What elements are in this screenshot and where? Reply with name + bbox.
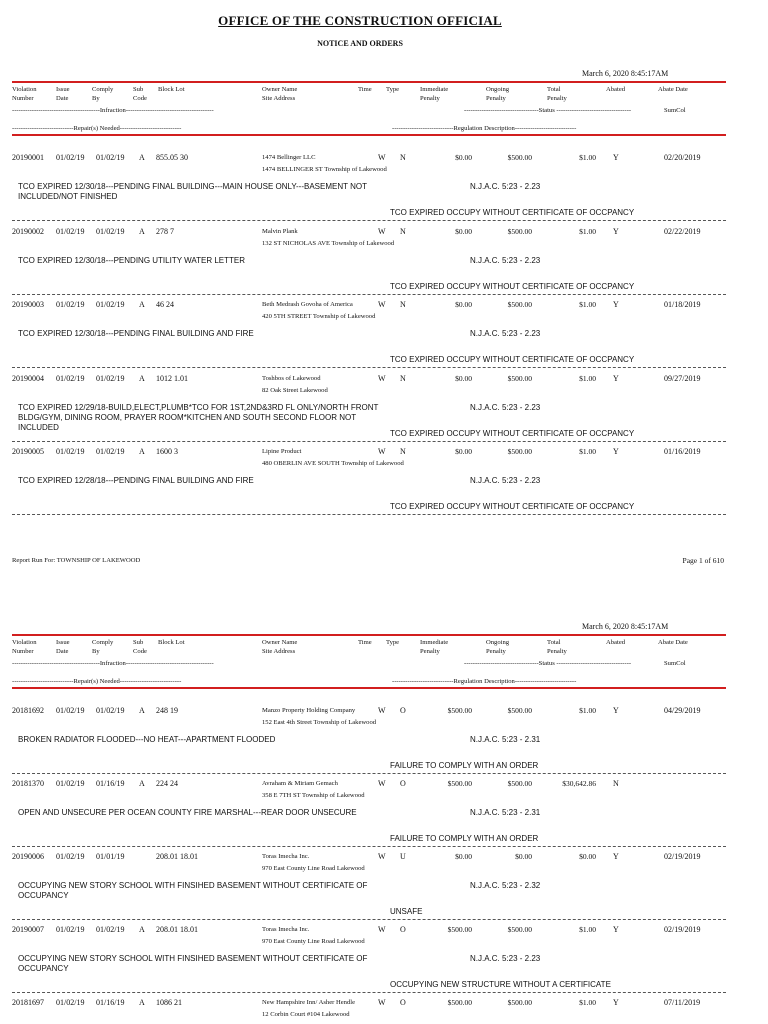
type-code: O — [400, 706, 406, 715]
violation-number: 20181692 — [12, 706, 44, 715]
column-header-violation: Violation — [12, 86, 37, 93]
abate-date: 02/19/2019 — [664, 852, 701, 861]
total-penalty: $1.00 — [579, 300, 596, 309]
immediate-penalty: $500.00 — [447, 925, 472, 934]
owner-name: Malvin Plank — [262, 227, 298, 235]
comply-date: 01/16/19 — [96, 998, 125, 1007]
type-code: O — [400, 779, 406, 788]
infraction-text: TCO EXPIRED 12/30/18---PENDING FINAL BUILDING AND FIRE — [18, 329, 254, 338]
infraction-text: OPEN AND UNSECURE PER OCEAN COUNTY FIRE MARSHAL---REAR DOOR UNSECURE — [18, 808, 357, 817]
column-header-block-lot: Block Lot — [158, 639, 185, 646]
site-address: 970 East County Line Road Lakewood — [262, 938, 365, 945]
owner-name: Toras Imecha Inc. — [262, 926, 310, 933]
infraction-text: TCO EXPIRED 12/29/18-BUILD,ELECT,PLUMB*TCO FOR 1ST,2ND&3RD FL ONLY/NORTH FRONT BLDG/GYM, DINING ROOM, PRAYER ROOM*KITCHEN AND SOUTH SECOND FLOOR NOT INCLUDED — [18, 402, 379, 432]
total-penalty: $1.00 — [579, 373, 596, 383]
abated-flag: Y — [613, 153, 619, 162]
regulation-code: N.J.A.C. 5:23 - 2.31 — [470, 735, 541, 744]
column-header-abate-date: Abate Date — [658, 639, 688, 646]
sub-code: A — [139, 447, 145, 456]
regulation-code: N.J.A.C. 5:23 - 2.23 — [470, 954, 541, 963]
page-number: Page 1 of 610 — [682, 556, 724, 565]
comply-date: 01/02/19 — [96, 925, 125, 934]
ongoing-penalty: $500.00 — [507, 447, 532, 456]
block-lot: 855.05 30 — [156, 153, 188, 162]
total-penalty: $1.00 — [579, 153, 596, 162]
sumcol-header: SumCol — [664, 660, 686, 667]
owner-name: 1474 Bellinger LLC — [262, 154, 316, 161]
ongoing-penalty: $500.00 — [507, 998, 532, 1007]
sub-code: A — [139, 373, 145, 383]
regulation-code: N.J.A.C. 5:23 - 2.23 — [470, 255, 541, 265]
column-header-site-address: Site Address — [262, 95, 296, 102]
column-header-penalty: Penalty — [420, 95, 440, 102]
column-header-immediate: Immediate — [420, 639, 449, 646]
column-header-sub: Sub — [133, 86, 144, 93]
column-header-site-address: Site Address — [262, 648, 296, 655]
site-address: 12 Corbin Court #104 Lakewood — [262, 1011, 350, 1018]
sub-code: A — [139, 226, 145, 236]
regulation-code: N.J.A.C. 5:23 - 2.23 — [470, 476, 541, 485]
ongoing-penalty: $500.00 — [507, 226, 532, 236]
sub-code: A — [139, 998, 145, 1007]
column-header-total: Total — [547, 86, 561, 93]
regulation-code: N.J.A.C. 5:23 - 2.23 — [470, 182, 541, 191]
issue-date: 01/02/19 — [56, 779, 85, 788]
abated-flag: Y — [613, 852, 619, 861]
column-header-penalty: Penalty — [486, 648, 506, 655]
type-code: N — [400, 373, 406, 383]
infraction-header: ----------------------------------------Infraction---------------------------------------- — [12, 107, 214, 114]
regulation-code: N.J.A.C. 5:23 - 2.23 — [470, 402, 541, 412]
time-code: W — [378, 852, 386, 861]
site-address: 480 OBERLIN AVE SOUTH Township of Lakewood — [262, 460, 404, 467]
comply-date: 01/16/19 — [96, 779, 125, 788]
infraction-header: ----------------------------------------Infraction---------------------------------------- — [12, 660, 214, 667]
type-code: U — [400, 852, 406, 861]
infraction-text: BROKEN RADIATOR FLOODED---NO HEAT---APARTMENT FLOODED — [18, 735, 276, 744]
abated-flag: Y — [613, 925, 619, 934]
immediate-penalty: $0.00 — [455, 447, 472, 456]
type-code: N — [400, 226, 406, 236]
total-penalty: $1.00 — [579, 447, 596, 456]
issue-date: 01/02/19 — [56, 925, 85, 934]
abated-flag: Y — [613, 706, 619, 715]
column-header-time: Time — [358, 86, 372, 93]
ongoing-penalty: $500.00 — [507, 779, 532, 788]
site-address: 1474 BELLINGER ST Township of Lakewood — [262, 166, 387, 173]
issue-date: 01/02/19 — [56, 852, 85, 861]
issue-date: 01/02/19 — [56, 226, 85, 236]
owner-name: Avraham & Miriam Gemach — [262, 780, 338, 787]
column-header-time: Time — [358, 639, 372, 646]
column-header-total: Total — [547, 639, 561, 646]
column-header-by: By — [92, 648, 100, 655]
time-code: W — [378, 447, 386, 456]
column-header-type: Type — [386, 86, 400, 93]
immediate-penalty: $500.00 — [447, 706, 472, 715]
status-header: ----------------------------------Status ---------------------------------- — [464, 660, 632, 667]
time-code: W — [378, 779, 386, 788]
row-divider — [12, 992, 726, 993]
abated-flag: Y — [613, 373, 619, 383]
regulation-code: N.J.A.C. 5:23 - 2.31 — [470, 808, 541, 817]
row-divider — [12, 441, 726, 442]
regulation-description: TCO EXPIRED OCCUPY WITHOUT CERTIFICATE OF OCCPANCY — [390, 355, 635, 364]
ongoing-penalty: $500.00 — [507, 373, 532, 383]
column-header-date: Date — [56, 648, 69, 655]
total-penalty: $1.00 — [579, 706, 596, 715]
time-code: W — [378, 998, 386, 1007]
row-divider — [12, 514, 726, 515]
row-divider — [12, 773, 726, 774]
total-penalty: $1.00 — [579, 998, 596, 1007]
header-rule-bottom — [12, 687, 726, 689]
column-header-date: Date — [56, 95, 69, 102]
comply-date: 01/02/19 — [96, 706, 125, 715]
sub-code: A — [139, 300, 145, 309]
time-code: W — [378, 153, 386, 162]
report-run-label: Report Run For: TOWNSHIP OF LAKEWOOD — [12, 557, 141, 564]
block-lot: 208.01 18.01 — [156, 925, 198, 934]
column-header-violation: Violation — [12, 639, 37, 646]
violation-number: 20190002 — [12, 226, 44, 236]
infraction-text: TCO EXPIRED 12/30/18---PENDING FINAL BUILDING---MAIN HOUSE ONLY---BASEMENT NOT INCLUDED/NOT FINISHED — [18, 182, 367, 201]
issue-date: 01/02/19 — [56, 300, 85, 309]
status-header: ----------------------------------Status ---------------------------------- — [464, 107, 632, 114]
ongoing-penalty: $500.00 — [507, 153, 532, 162]
comply-date: 01/02/19 — [96, 153, 125, 162]
type-code: O — [400, 925, 406, 934]
abate-date: 04/29/2019 — [664, 706, 701, 715]
column-header-block-lot: Block Lot — [158, 86, 185, 93]
ongoing-penalty: $500.00 — [507, 925, 532, 934]
column-header-code: Code — [133, 648, 147, 655]
abate-date: 09/27/2019 — [664, 373, 701, 383]
sub-code: A — [139, 779, 145, 788]
infraction-text: OCCUPYING NEW STORY SCHOOL WITH FINSIHED BASEMENT WITHOUT CERTIFICATE OF OCCUPANCY — [18, 954, 368, 973]
comply-date: 01/02/19 — [96, 373, 125, 383]
violation-number: 20181370 — [12, 779, 44, 788]
type-code: N — [400, 153, 406, 162]
column-header-issue: Issue — [56, 639, 70, 646]
violation-number: 20190006 — [12, 852, 44, 861]
issue-date: 01/02/19 — [56, 153, 85, 162]
immediate-penalty: $0.00 — [455, 852, 472, 861]
sub-code: A — [139, 153, 145, 162]
column-header-type: Type — [386, 639, 400, 646]
regulation-description: OCCUPYING NEW STRUCTURE WITHOUT A CERTIFICATE — [390, 980, 611, 989]
comply-date: 01/02/19 — [96, 447, 125, 456]
block-lot: 224 24 — [156, 779, 178, 788]
site-address: 420 5TH STREET Township of Lakewood — [262, 313, 376, 320]
column-header-issue: Issue — [56, 86, 70, 93]
violation-number: 20190007 — [12, 925, 44, 934]
site-address: 358 E 7TH ST Township of Lakewood — [262, 792, 365, 799]
regulation-code: N.J.A.C. 5:23 - 2.32 — [470, 881, 541, 890]
issue-date: 01/02/19 — [56, 706, 85, 715]
block-lot: 248 19 — [156, 706, 178, 715]
comply-date: 01/02/19 — [96, 300, 125, 309]
block-lot: 1012 1.01 — [156, 373, 188, 383]
block-lot: 1086 21 — [156, 998, 182, 1007]
column-header-abated: Abated — [606, 86, 626, 93]
report-timestamp: March 6, 2020 8:45:17AM — [582, 622, 669, 631]
owner-name: Toshbos of Lakewood — [262, 374, 321, 382]
violation-number: 20190004 — [12, 373, 44, 383]
immediate-penalty: $0.00 — [455, 373, 472, 383]
block-lot: 208.01 18.01 — [156, 852, 198, 861]
abated-flag: N — [613, 779, 619, 788]
report-timestamp: March 6, 2020 8:45:17AM — [582, 69, 669, 78]
column-header-comply: Comply — [92, 639, 114, 646]
owner-name: New Hampshire Inn/ Asher Hendle — [262, 999, 356, 1006]
violation-number: 20190003 — [12, 300, 44, 309]
total-penalty: $1.00 — [579, 925, 596, 934]
comply-date: 01/01/19 — [96, 852, 125, 861]
total-penalty: $1.00 — [579, 226, 596, 236]
time-code: W — [378, 300, 386, 309]
abate-date: 02/19/2019 — [664, 925, 701, 934]
repairs-header: ----------------------------Repair(s) Needed---------------------------- — [12, 125, 182, 132]
block-lot: 1600 3 — [156, 447, 178, 456]
violation-number: 20190005 — [12, 447, 44, 456]
abate-date: 01/16/2019 — [664, 447, 701, 456]
regulation-header: ----------------------------Regulation Description---------------------------- — [392, 678, 577, 685]
column-header-penalty: Penalty — [486, 95, 506, 102]
owner-name: Lipine Product — [262, 448, 302, 455]
column-header-abated: Abated — [606, 639, 626, 646]
regulation-description: UNSAFE — [390, 907, 423, 916]
column-header-abate-date: Abate Date — [658, 86, 688, 93]
regulation-description: TCO EXPIRED OCCUPY WITHOUT CERTIFICATE OF OCCPANCY — [390, 281, 635, 291]
site-address: 82 Oak Street Lakewood — [262, 386, 328, 394]
header-rule — [12, 634, 726, 636]
row-divider — [12, 220, 726, 221]
immediate-penalty: $500.00 — [447, 998, 472, 1007]
abated-flag: Y — [613, 300, 619, 309]
site-address: 132 ST NICHOLAS AVE Township of Lakewood — [262, 239, 395, 247]
site-address: 152 East 4th Street Township of Lakewood — [262, 719, 377, 726]
column-header-sub: Sub — [133, 639, 144, 646]
regulation-code: N.J.A.C. 5:23 - 2.23 — [470, 329, 541, 338]
violation-number: 20190001 — [12, 153, 44, 162]
abate-date: 01/18/2019 — [664, 300, 701, 309]
immediate-penalty: $0.00 — [455, 300, 472, 309]
infraction-text: TCO EXPIRED 12/30/18---PENDING UTILITY WATER LETTER — [18, 255, 246, 265]
regulation-description: TCO EXPIRED OCCUPY WITHOUT CERTIFICATE OF OCCPANCY — [390, 428, 635, 438]
page-subtitle: NOTICE AND ORDERS — [317, 39, 403, 48]
sub-code: A — [139, 925, 145, 934]
site-address: 970 East County Line Road Lakewood — [262, 865, 365, 872]
column-header-number: Number — [12, 95, 34, 102]
block-lot: 278 7 — [156, 226, 174, 236]
ongoing-penalty: $0.00 — [515, 852, 532, 861]
column-header-comply: Comply — [92, 86, 114, 93]
abate-date: 07/11/2019 — [664, 998, 701, 1007]
type-code: O — [400, 998, 406, 1007]
row-divider — [12, 294, 726, 295]
owner-name: Beth Medrash Govoha of America — [262, 301, 353, 308]
owner-name: Manzo Property Holding Company — [262, 707, 356, 714]
column-header-penalty: Penalty — [547, 648, 567, 655]
block-lot: 46 24 — [156, 300, 174, 309]
immediate-penalty: $0.00 — [455, 226, 472, 236]
column-header-owner-name: Owner Name — [262, 639, 298, 646]
immediate-penalty: $500.00 — [447, 779, 472, 788]
column-header-code: Code — [133, 95, 147, 102]
regulation-description: TCO EXPIRED OCCUPY WITHOUT CERTIFICATE OF OCCPANCY — [390, 502, 635, 511]
abated-flag: Y — [613, 226, 619, 236]
header-rule-bottom — [12, 134, 726, 136]
total-penalty: $30,642.86 — [562, 779, 596, 788]
regulation-header: ----------------------------Regulation Description---------------------------- — [392, 125, 577, 132]
owner-name: Toras Imecha Inc. — [262, 853, 310, 860]
repairs-header: ----------------------------Repair(s) Needed---------------------------- — [12, 678, 182, 685]
column-header-penalty: Penalty — [547, 95, 567, 102]
time-code: W — [378, 226, 386, 236]
row-divider — [12, 846, 726, 847]
type-code: N — [400, 447, 406, 456]
abate-date: 02/22/2019 — [664, 226, 701, 236]
column-header-ongoing: Ongoing — [486, 86, 510, 93]
infraction-text: OCCUPYING NEW STORY SCHOOL WITH FINSIHED BASEMENT WITHOUT CERTIFICATE OF OCCUPANCY — [18, 881, 368, 900]
violation-number: 20181697 — [12, 998, 44, 1007]
abated-flag: Y — [613, 447, 619, 456]
page-title: OFFICE OF THE CONSTRUCTION OFFICIAL — [218, 13, 502, 28]
column-header-immediate: Immediate — [420, 86, 449, 93]
sub-code: A — [139, 706, 145, 715]
type-code: N — [400, 300, 406, 309]
time-code: W — [378, 373, 386, 383]
issue-date: 01/02/19 — [56, 373, 85, 383]
row-divider — [12, 367, 726, 368]
row-divider — [12, 919, 726, 920]
regulation-description: FAILURE TO COMPLY WITH AN ORDER — [390, 761, 539, 770]
abated-flag: Y — [613, 998, 619, 1007]
column-header-penalty: Penalty — [420, 648, 440, 655]
header-rule — [12, 81, 726, 83]
column-header-by: By — [92, 95, 100, 102]
time-code: W — [378, 925, 386, 934]
column-header-number: Number — [12, 648, 34, 655]
column-header-owner-name: Owner Name — [262, 86, 298, 93]
total-penalty: $0.00 — [579, 852, 596, 861]
regulation-description: TCO EXPIRED OCCUPY WITHOUT CERTIFICATE OF OCCPANCY — [390, 208, 635, 217]
issue-date: 01/02/19 — [56, 998, 85, 1007]
time-code: W — [378, 706, 386, 715]
ongoing-penalty: $500.00 — [507, 706, 532, 715]
ongoing-penalty: $500.00 — [507, 300, 532, 309]
issue-date: 01/02/19 — [56, 447, 85, 456]
comply-date: 01/02/19 — [96, 226, 125, 236]
column-header-ongoing: Ongoing — [486, 639, 510, 646]
infraction-text: TCO EXPIRED 12/28/18---PENDING FINAL BUILDING AND FIRE — [18, 476, 254, 485]
regulation-description: FAILURE TO COMPLY WITH AN ORDER — [390, 834, 539, 843]
immediate-penalty: $0.00 — [455, 153, 472, 162]
sumcol-header: SumCol — [664, 107, 686, 114]
abate-date: 02/20/2019 — [664, 153, 701, 162]
